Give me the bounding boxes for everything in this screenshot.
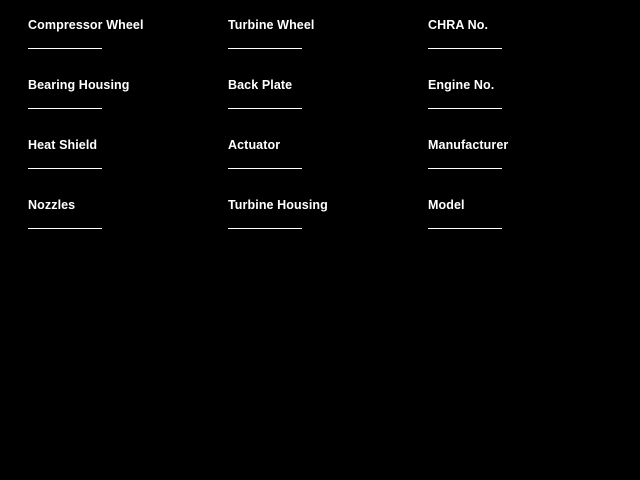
field-chra-no[interactable] xyxy=(428,18,608,49)
field-underline xyxy=(28,48,102,49)
field-underline xyxy=(28,108,102,109)
field-underline xyxy=(428,48,502,49)
field-bearing-housing[interactable] xyxy=(28,78,208,109)
field-underline xyxy=(228,48,302,49)
field-label: Manufacturer xyxy=(428,138,509,152)
field-label: Back Plate xyxy=(228,78,293,92)
field-underline xyxy=(228,168,302,169)
field-label: Compressor Wheel xyxy=(28,18,144,32)
field-underline xyxy=(28,228,102,229)
field-compressor-wheel[interactable] xyxy=(28,18,208,49)
field-label: Model xyxy=(428,198,465,212)
field-underline xyxy=(228,108,302,109)
field-model[interactable] xyxy=(428,198,608,229)
field-label: Turbine Wheel xyxy=(228,18,315,32)
field-turbine-housing[interactable] xyxy=(228,198,408,229)
field-label: Nozzles xyxy=(28,198,76,212)
field-label: Engine No. xyxy=(428,78,495,92)
field-label: Bearing Housing xyxy=(28,78,130,92)
field-label: Actuator xyxy=(228,138,281,152)
field-back-plate[interactable] xyxy=(228,78,408,109)
field-label: Heat Shield xyxy=(28,138,98,152)
field-nozzles[interactable] xyxy=(28,198,208,229)
field-underline xyxy=(428,108,502,109)
field-underline xyxy=(428,228,502,229)
field-turbine-wheel[interactable] xyxy=(228,18,408,49)
field-label: Turbine Housing xyxy=(228,198,328,212)
field-underline xyxy=(428,168,502,169)
field-underline xyxy=(228,228,302,229)
field-label: CHRA No. xyxy=(428,18,489,32)
field-manufacturer[interactable] xyxy=(428,138,608,169)
field-actuator[interactable] xyxy=(228,138,408,169)
field-engine-no[interactable] xyxy=(428,78,608,109)
field-underline xyxy=(28,168,102,169)
field-heat-shield[interactable] xyxy=(28,138,208,169)
